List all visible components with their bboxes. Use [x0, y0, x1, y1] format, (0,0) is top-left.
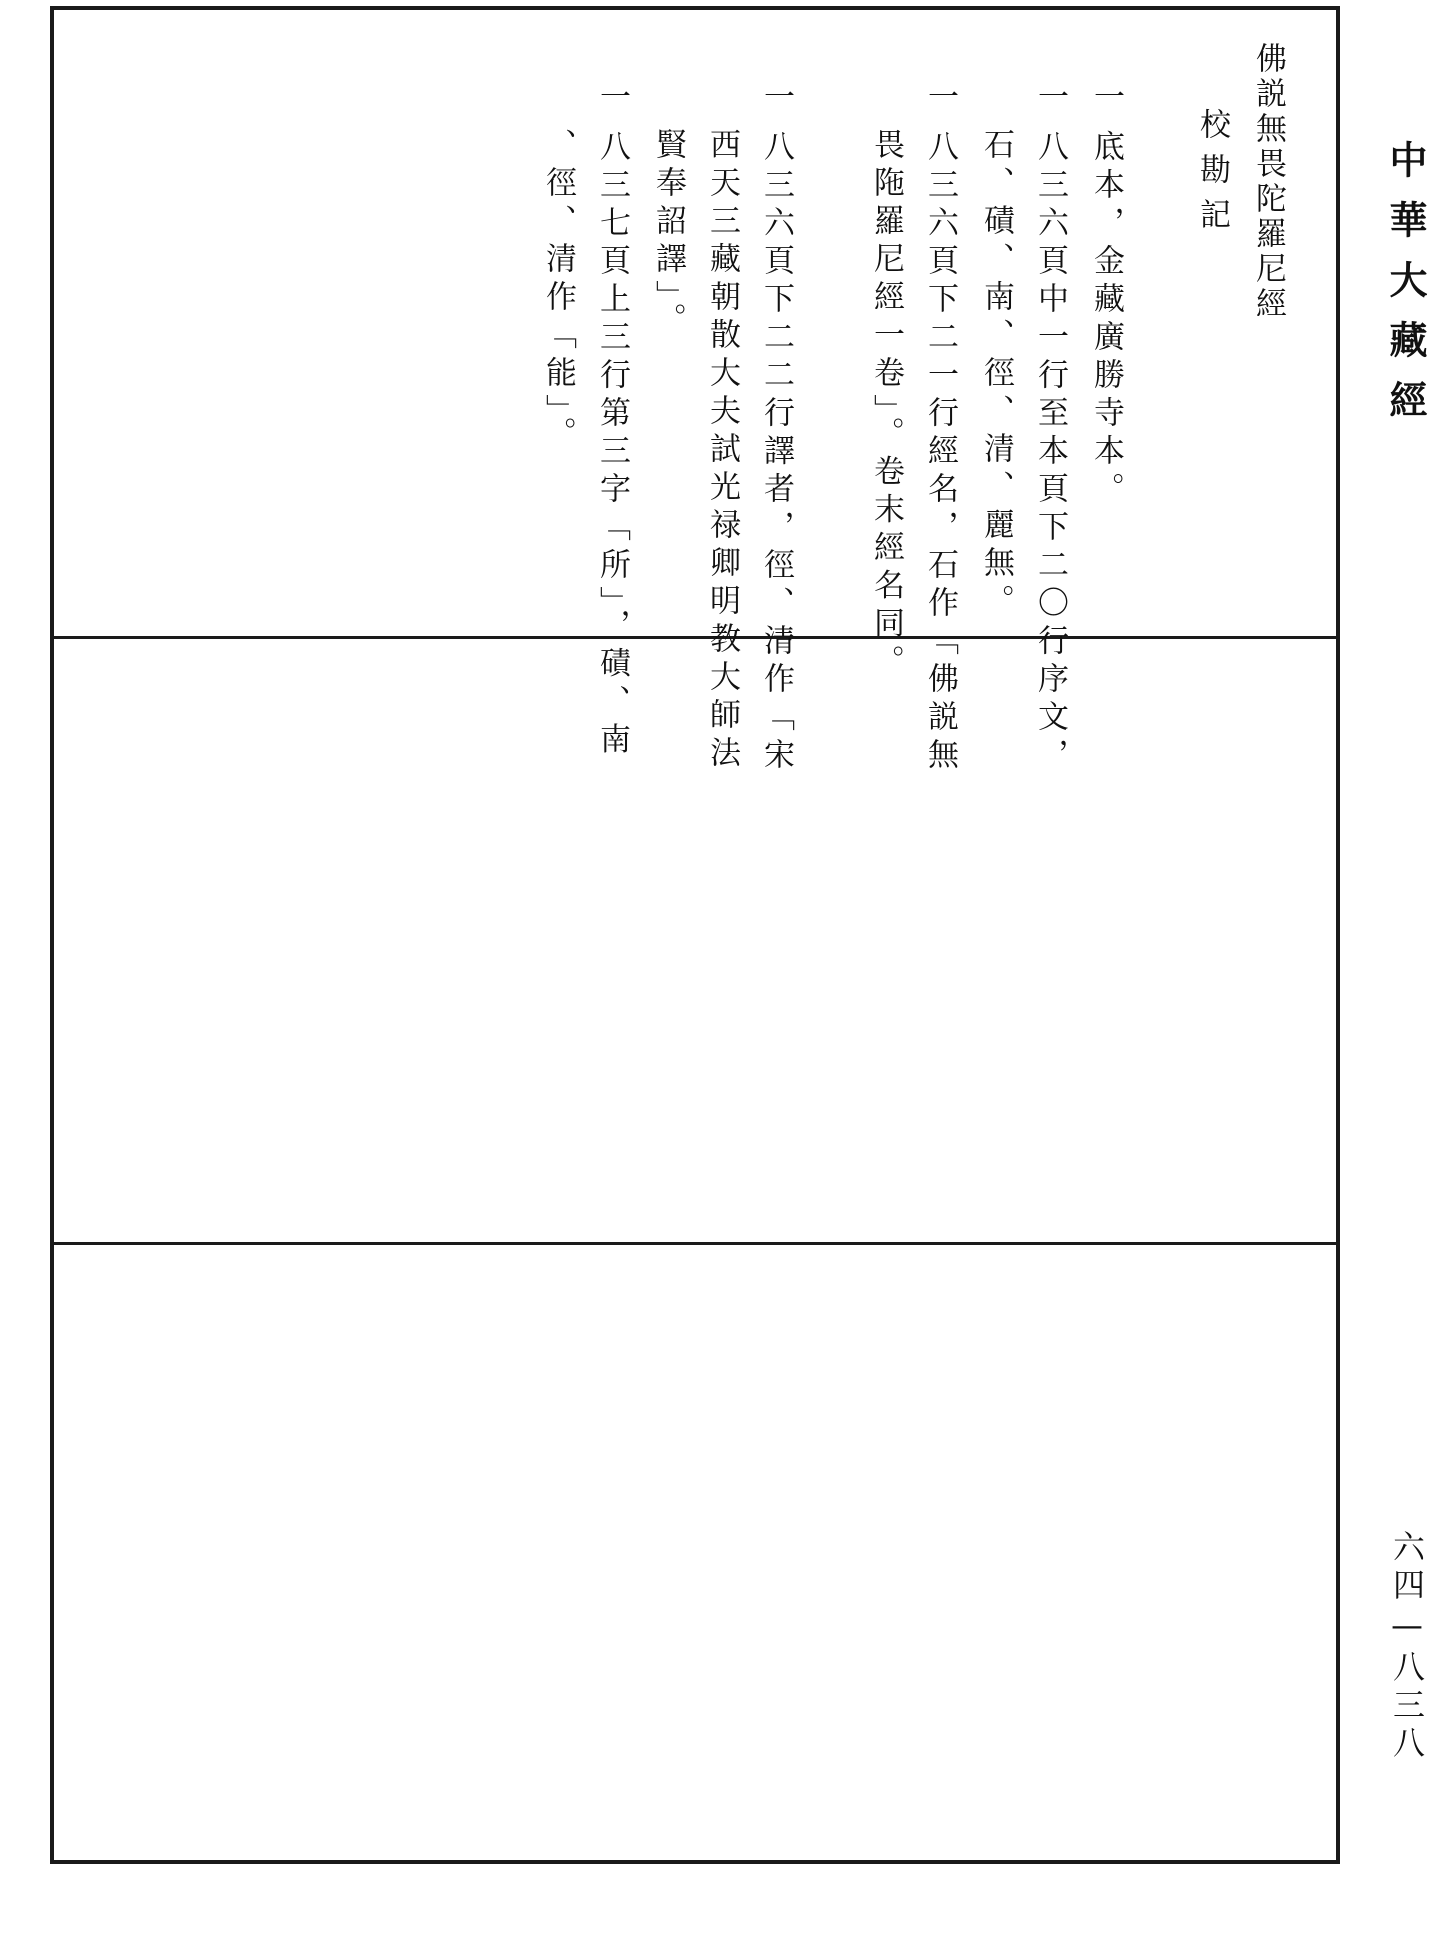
section-divider: [54, 636, 1336, 639]
note-continuation: 畏陁羅尼經一卷」。卷末經名同。: [868, 128, 904, 683]
note-continuation: 西天三藏朝散大夫試光禄卿明教大師法: [704, 128, 740, 774]
note-text: 八三六頁中一行至本頁下二〇行序文，: [1032, 130, 1068, 776]
note-dash: 一: [594, 80, 630, 118]
collation-heading: 校勘記: [1194, 108, 1230, 243]
note-dash: 一: [1088, 80, 1124, 118]
page-frame: [50, 6, 1340, 1864]
sutra-title: 佛説無畏陀羅尼經: [1250, 42, 1286, 322]
collation-note: [1088, 80, 1124, 510]
note-dash: 一: [1032, 80, 1068, 118]
note-continuation: 、徑、清作「能」。: [540, 128, 576, 455]
collation-note: [594, 80, 630, 761]
note-continuation: 石、磧、南、徑、清、麗無。: [978, 128, 1014, 622]
note-dash: 一: [922, 80, 958, 118]
note-continuation: 賢奉詔譯」。: [650, 128, 686, 341]
note-text: 底本，金藏廣勝寺本。: [1088, 130, 1124, 510]
page-number: 六四—八三八: [1388, 1530, 1426, 1764]
collection-title: 中華大藏經: [1383, 140, 1427, 440]
note-text: 八三七頁上三行第三字「所」，磧、南: [594, 130, 630, 761]
collation-note: [758, 80, 794, 776]
collation-note: [922, 80, 958, 776]
note-text: 八三六頁下二二行譯者，徑、清作「宋: [758, 130, 794, 776]
collation-note: [1032, 80, 1068, 776]
note-text: 八三六頁下二一行經名，石作「佛説無: [922, 130, 958, 776]
note-dash: 一: [758, 80, 794, 118]
section-divider: [54, 1242, 1336, 1245]
